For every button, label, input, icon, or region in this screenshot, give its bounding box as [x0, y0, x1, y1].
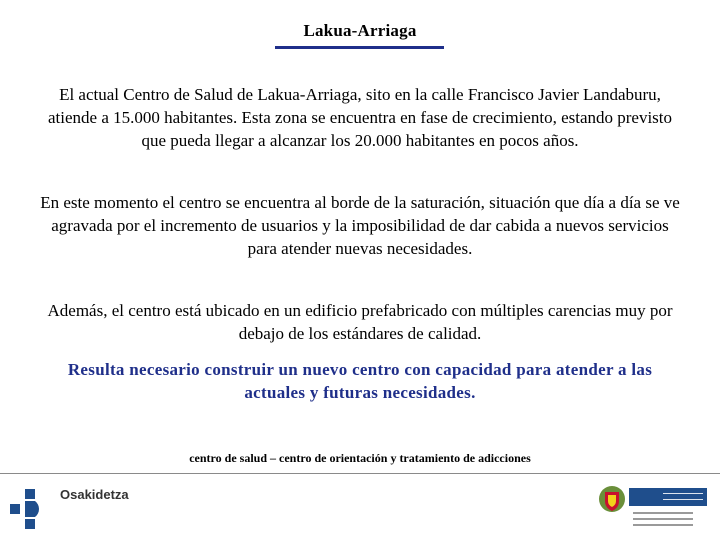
government-name-bar — [629, 488, 707, 506]
title-underline — [275, 46, 444, 49]
paragraph-saturation: En este momento el centro se encuentra al borde de la saturación, situación que día a día se ve agravada por el incremento de usuarios y la imposibilidad de dar cabida a nuevos servicios para atender nuevas necesidades. — [40, 193, 680, 258]
coat-of-arms-icon — [597, 484, 627, 514]
department-lines — [633, 512, 693, 530]
paragraph-conclusion: Resulta necesario construir un nuevo centro con capacidad para atender a las actuales y futuras necesidades. — [67, 360, 653, 402]
osakidetza-wordmark: Osakidetza — [60, 487, 129, 502]
paragraph-building: Además, el centro está ubicado en un edificio prefabricado con múltiples carencias muy por debajo de los estándares de calidad. — [47, 301, 673, 343]
osakidetza-logo-icon — [8, 487, 52, 531]
basque-government-logo-icon — [597, 482, 709, 536]
footer-caption: centro de salud – centro de orientación y tratamiento de adicciones — [189, 451, 531, 465]
page-title: Lakua-Arriaga — [303, 21, 417, 40]
paragraph-current-center: El actual Centro de Salud de Lakua-Arriaga, sito en la calle Francisco Javier Landaburu, atiende a 15.000 habitantes. Esta zona se encuentra en fase de crecimiento, estando previsto que pueda llegar a alcanzar los 20.000 habitantes en pocos años. — [47, 85, 673, 150]
footer-divider — [0, 473, 720, 474]
